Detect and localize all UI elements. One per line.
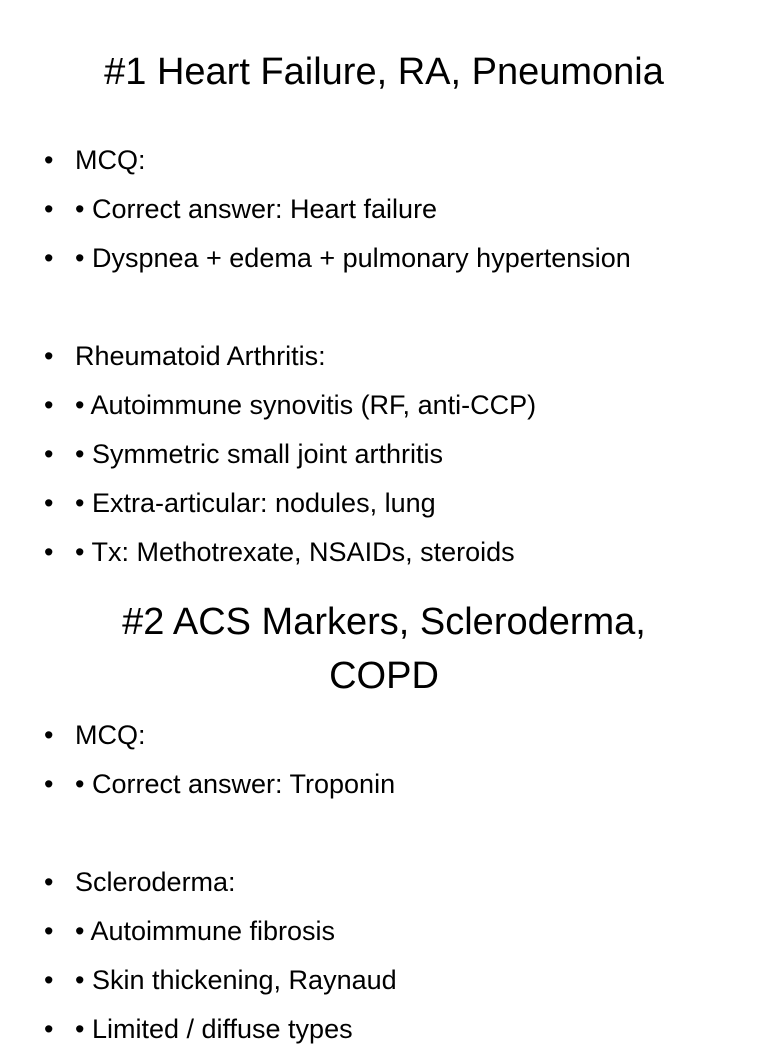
list-item-text: Scleroderma: <box>75 867 236 897</box>
list-item <box>44 136 631 185</box>
list-item <box>44 760 397 809</box>
slide-2-title <box>0 595 768 703</box>
list-item-text: • Correct answer: Heart failure <box>75 194 438 224</box>
bullet-icon: • <box>44 243 54 273</box>
bullet-icon: • <box>44 867 54 897</box>
list-item <box>44 430 631 479</box>
bullet-icon: • <box>44 145 54 175</box>
slide-1-bullet-list <box>44 136 631 577</box>
list-item <box>44 907 397 956</box>
list-item-spacer <box>44 283 631 332</box>
list-item-text: • Dyspnea + edema + pulmonary hypertension <box>75 243 631 273</box>
bullet-icon: • <box>44 916 54 946</box>
bullet-icon: • <box>44 769 54 799</box>
list-item-text: • Extra-articular: nodules, lung <box>75 488 436 518</box>
slide-1-title: #1 Heart Failure, RA, Pneumonia <box>104 51 664 93</box>
bullet-icon: • <box>44 537 54 567</box>
list-item-text: • Tx: Methotrexate, NSAIDs, steroids <box>75 537 515 567</box>
bullet-icon: • <box>44 488 54 518</box>
list-item <box>44 858 397 907</box>
bullet-icon: • <box>44 1014 54 1044</box>
bullet-icon: • <box>44 439 54 469</box>
list-item <box>44 332 631 381</box>
bullet-icon: • <box>44 390 54 420</box>
list-item <box>44 479 631 528</box>
list-item <box>44 711 397 760</box>
slide-2-bullet-list <box>44 711 397 1054</box>
list-item <box>44 234 631 283</box>
slide-2-title-line-2: COPD <box>329 655 439 697</box>
list-item-text: • Autoimmune fibrosis <box>75 916 336 946</box>
list-item <box>44 956 397 1005</box>
bullet-icon: • <box>44 965 54 995</box>
list-item-text: MCQ: <box>75 720 146 750</box>
list-item-text: • Symmetric small joint arthritis <box>75 439 444 469</box>
list-item-text: MCQ: <box>75 145 146 175</box>
list-item <box>44 528 631 577</box>
list-item-text: • Limited / diffuse types <box>75 1014 353 1044</box>
bullet-icon: • <box>44 341 54 371</box>
list-item-text: • Skin thickening, Raynaud <box>75 965 397 995</box>
list-item-spacer <box>44 809 397 858</box>
bullet-icon: • <box>44 194 54 224</box>
list-item <box>44 381 631 430</box>
slide-2-title-line-1: #2 ACS Markers, Scleroderma, <box>122 601 646 643</box>
list-item-text: Rheumatoid Arthritis: <box>75 341 326 371</box>
bullet-icon: • <box>44 720 54 750</box>
list-item-text: • Correct answer: Troponin <box>75 769 396 799</box>
list-item-text: • Autoimmune synovitis (RF, anti-CCP) <box>75 390 537 420</box>
list-item <box>44 1005 397 1054</box>
list-item <box>44 185 631 234</box>
